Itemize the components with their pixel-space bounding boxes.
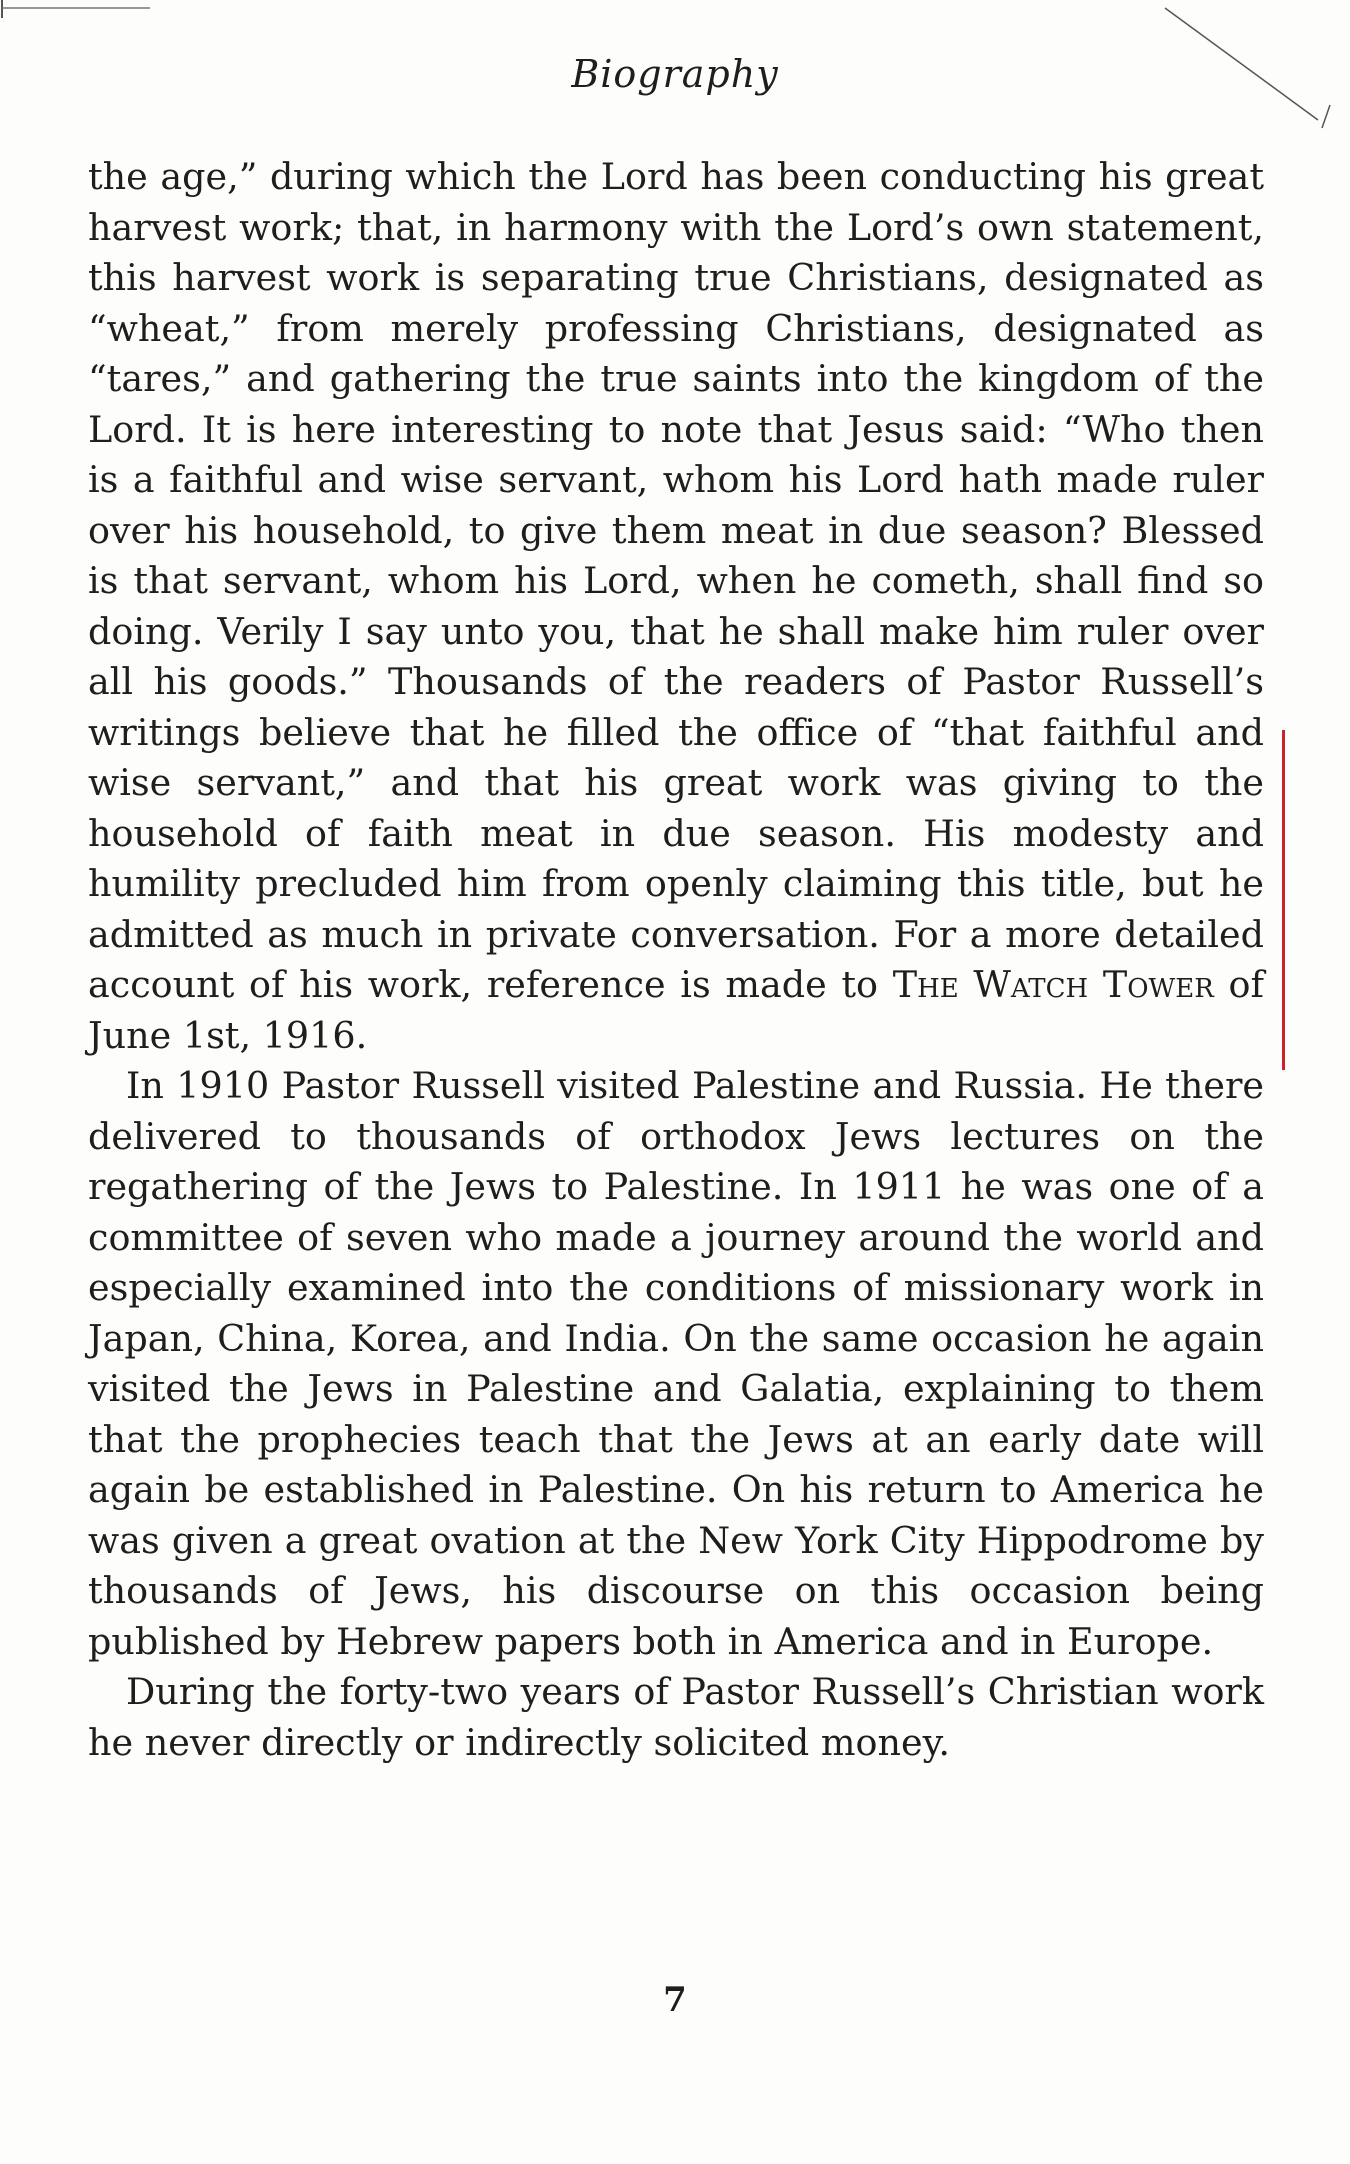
running-header: Biography — [571, 52, 779, 96]
red-margin-mark — [1282, 730, 1285, 1070]
paragraph-2: In 1910 Pastor Russell visited Palestine and Russia. He there delivered to thousands of orthodox Jews lectures on the regathering of the Jews to Palestine. In 1911 he was one of a committee of seven who made a journey around the world and especially examined into the conditions of missionary work in Japan, China, Korea, and India. On the same occasion he again visited the Jews in Palestine and Galatia, explaining to them that the prophecies teach that the Jews at an early date will again be established in Palestine. On his return to America he was given a great ovation at the New York City Hippodrome by thousands of Jews, his discourse on this occasion being published by Hebrew papers both in America and in Europe. — [88, 1064, 1264, 1663]
paragraph-1 — [88, 152, 1264, 1061]
page-number: 7 — [663, 1980, 687, 2020]
paragraph-1-end: of June 1st, 1916. — [88, 963, 1264, 1057]
paragraph-3: During the forty-two years of Pastor Russell’s Christian work he never directly or indirectly solicited money. — [88, 1670, 1264, 1764]
watch-tower-title: The Watch Tower — [892, 963, 1214, 1006]
paragraph-1-text: the age,” during which the Lord has been conducting his great harvest work; that, in harmony with the Lord’s own statement, this harvest work is separating true Christians, designated as “wheat,” from merely professing Christians, designated as “tares,” and gathering the true saints into the kingdom of the Lord. It is here interesting to note that Jesus said: “Who then is a faithful and wise servant, whom his Lord hath made ruler over his household, to give them meat in due season? Blessed is that servant, whom his Lord, when he cometh, shall find so doing. Verily I say unto you, that he shall make him ruler over all his goods.” Thousands of the readers of Pastor Russell’s writings believe that he filled the office of “that faithful and wise servant,” and that his great work was giving to the household of faith meat in due season. His modesty and humility precluded him from openly claiming this title, but he admitted as much in private conversation. For a more detailed account of his work, reference is made to — [88, 155, 1264, 1006]
body-text — [88, 152, 1264, 1768]
